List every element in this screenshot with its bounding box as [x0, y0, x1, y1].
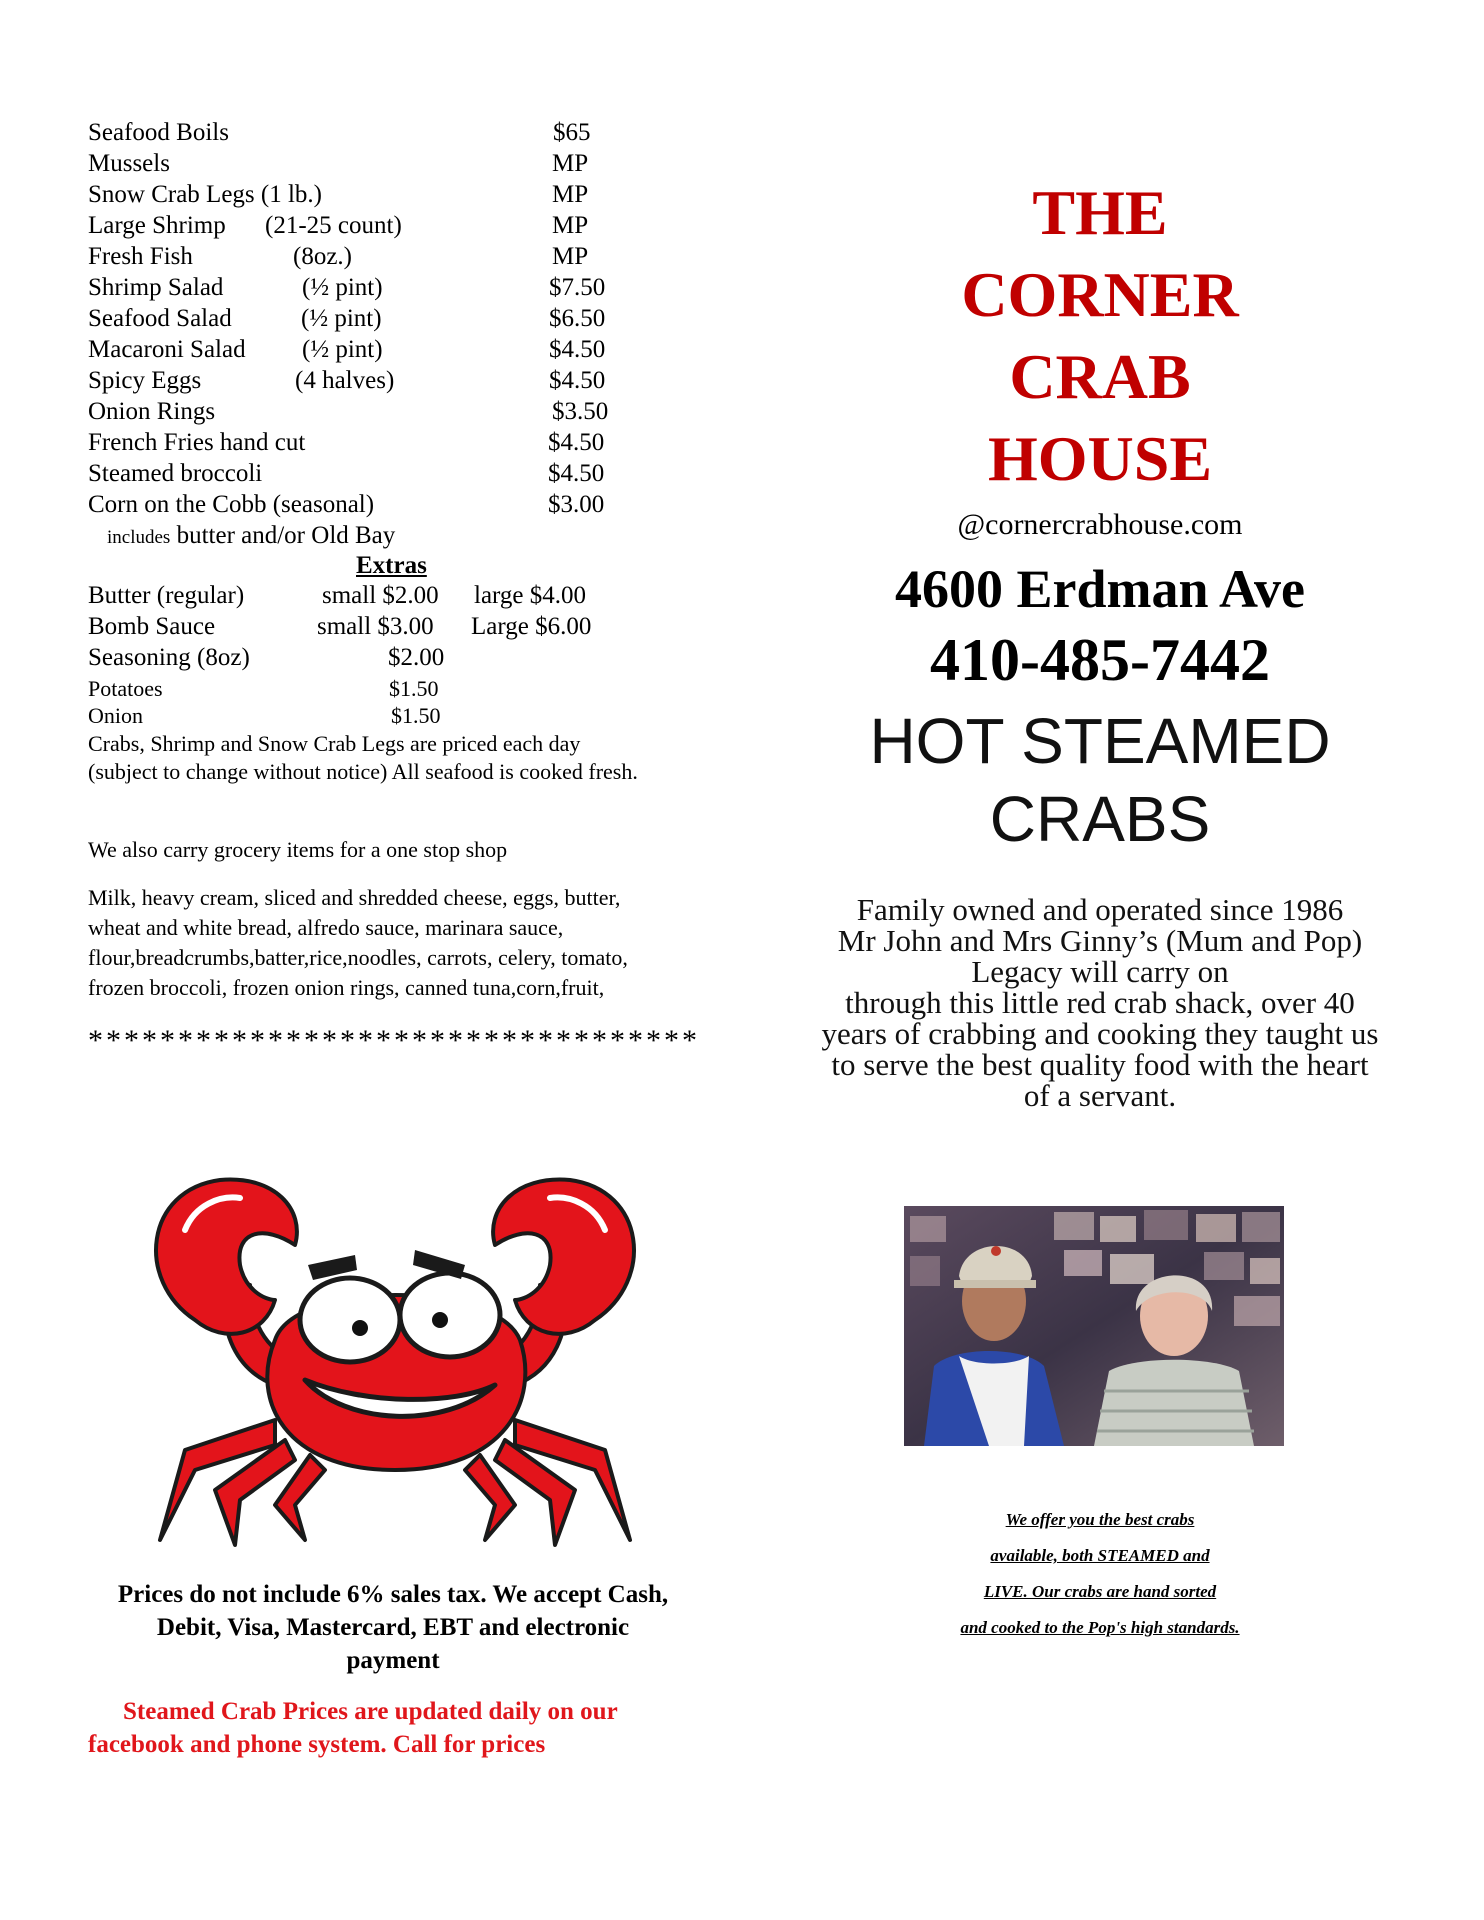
menu-item-name: Large Shrimp — [88, 212, 226, 239]
grocery-list-line: flour,breadcrumbs,batter,rice,noodles, carrots, celery, tomato, — [88, 945, 628, 970]
offer-line: and cooked to the Pop's high standards. — [960, 1618, 1240, 1637]
hot-line: CRABS — [989, 783, 1211, 855]
menu-item-name: Mussels — [88, 150, 170, 177]
corn-note-prefix: includes — [107, 527, 171, 548]
hot-steamed-crabs-heading — [780, 702, 1420, 858]
menu-item-price: $7.50 — [549, 274, 606, 301]
menu-item-detail: (½ pint) — [301, 305, 382, 332]
offer-line: available, both STEAMED and — [990, 1546, 1210, 1565]
story-line: Family owned and operated since 1986 — [856, 892, 1344, 927]
title-line: HOUSE — [987, 423, 1213, 494]
family-story — [770, 894, 1430, 1111]
menu-item-price: $4.50 — [549, 367, 606, 394]
extras-small-price: $1.50 — [389, 676, 439, 701]
title-line: CRAB — [1009, 341, 1191, 412]
grocery-list-line: frozen broccoli, frozen onion rings, canned tuna,corn,fruit, — [88, 975, 605, 1000]
menu-item-price: MP — [552, 181, 589, 208]
menu-item-name: French Fries hand cut — [88, 429, 306, 456]
story-line: Mr John and Mrs Ginny’s (Mum and Pop) — [837, 923, 1363, 958]
menu-item-name: Snow Crab Legs (1 lb.) — [88, 181, 322, 208]
grocery-list-line: wheat and white bread, alfredo sauce, marinara sauce, — [88, 915, 564, 940]
grocery-list-line: Milk, heavy cream, sliced and shredded cheese, eggs, butter, — [88, 885, 621, 910]
story-line: years of crabbing and cooking they taught us — [821, 1016, 1379, 1051]
title-line: CORNER — [961, 259, 1239, 330]
menu-item-name: Onion Rings — [88, 398, 216, 425]
owners-photo — [904, 1206, 1284, 1446]
menu-item-price: MP — [552, 243, 589, 270]
menu-item-name: Seafood Boils — [88, 119, 229, 146]
extras-item-name: Onion — [88, 703, 143, 728]
extras-small-price: small $3.00 — [317, 613, 434, 640]
menu-item-detail: (21-25 count) — [265, 212, 402, 239]
menu-item-price: $3.00 — [548, 491, 605, 518]
extras-small-price: small $2.00 — [322, 582, 439, 609]
payment-note-line-3: payment — [346, 1647, 440, 1674]
extras-large-price: Large $6.00 — [471, 613, 592, 640]
offer-line: LIVE. Our crabs are hand sorted — [983, 1582, 1217, 1601]
menu-item-price: $4.50 — [548, 460, 605, 487]
hot-line: HOT STEAMED — [869, 705, 1331, 777]
pricing-note-line-2: (subject to change without notice) All seafood is cooked fresh. — [88, 759, 638, 784]
menu-item-price: $3.50 — [552, 398, 609, 425]
menu-item-price: $4.50 — [549, 336, 606, 363]
menu-item-name: Spicy Eggs — [88, 367, 202, 394]
menu-item-price: $6.50 — [549, 305, 606, 332]
restaurant-title — [780, 172, 1420, 500]
payment-note-line-2: Debit, Visa, Mastercard, EBT and electronic — [156, 1614, 630, 1641]
menu-item-name: Shrimp Salad — [88, 274, 224, 301]
menu-item-price: MP — [552, 212, 589, 239]
offer-line: We offer you the best crabs — [1005, 1510, 1195, 1529]
crab-price-note-line-2: facebook and phone system. Call for prices — [88, 1731, 546, 1758]
menu-item-name: Seafood Salad — [88, 305, 232, 332]
menu-item-detail: (½ pint) — [302, 274, 383, 301]
menu-item-price: $65 — [553, 119, 591, 146]
menu-item-name: Macaroni Salad — [88, 336, 246, 363]
menu-item-name: Steamed broccoli — [88, 460, 263, 487]
menu-item-detail: (8oz.) — [293, 243, 352, 270]
story-line: to serve the best quality food with the heart — [831, 1047, 1369, 1082]
crab-price-note-line-1: Steamed Crab Prices are updated daily on our — [123, 1698, 618, 1725]
extras-item-name: Seasoning (8oz) — [88, 644, 250, 671]
menu-item-detail: (4 halves) — [295, 367, 395, 394]
phone-text: 410-485-7442 — [930, 627, 1270, 693]
corn-note — [107, 521, 395, 553]
extras-heading: Extras — [356, 552, 427, 579]
crab-mascot-icon — [125, 1170, 665, 1550]
offer-note — [780, 1502, 1420, 1646]
address-text: 4600 Erdman Ave — [894, 559, 1305, 619]
menu-item-name: Corn on the Cobb (seasonal) — [88, 491, 375, 518]
story-line: Legacy will carry on — [971, 954, 1229, 989]
corn-note-text: butter and/or Old Bay — [176, 522, 396, 549]
menu-item-detail: (½ pint) — [302, 336, 383, 363]
website-text: @cornercrabhouse.com — [957, 508, 1243, 541]
story-line: of a servant. — [1023, 1078, 1177, 1113]
extras-small-price: $2.00 — [388, 644, 445, 671]
grocery-intro: We also carry grocery items for a one stop shop — [88, 837, 508, 862]
payment-note-line-1: Prices do not include 6% sales tax. We accept Cash, — [117, 1581, 669, 1608]
extras-item-name: Potatoes — [88, 676, 163, 701]
extras-item-name: Bomb Sauce — [88, 613, 216, 640]
title-line: THE — [1032, 177, 1168, 248]
extras-large-price: large $4.00 — [474, 582, 587, 609]
menu-item-price: MP — [552, 150, 589, 177]
pricing-note-line-1: Crabs, Shrimp and Snow Crab Legs are priced each day — [88, 731, 581, 756]
story-line: through this little red crab shack, over 40 — [845, 985, 1355, 1020]
menu-item-price: $4.50 — [548, 429, 605, 456]
menu-item-name: Fresh Fish — [88, 243, 193, 270]
extras-small-price: $1.50 — [391, 703, 441, 728]
star-divider: ********************************** — [88, 1024, 700, 1057]
extras-item-name: Butter (regular) — [88, 582, 245, 609]
